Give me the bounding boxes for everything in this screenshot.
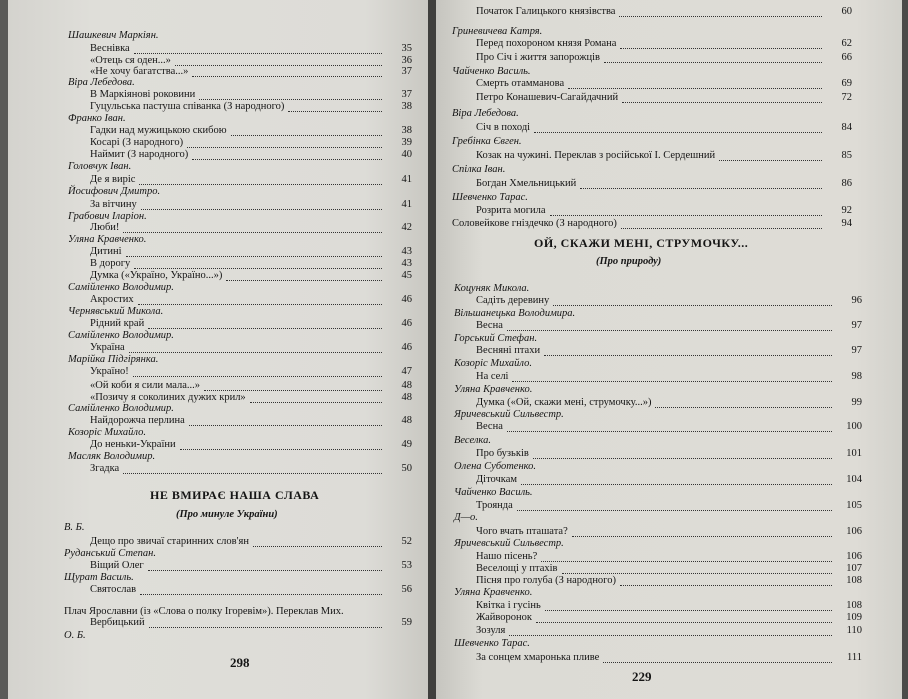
dot-leader — [189, 413, 382, 426]
contents-entry-title: Про бузьків — [476, 448, 529, 459]
right-contents-column — [436, 0, 902, 699]
page-reference-number: 46 — [401, 342, 412, 353]
author-name: Уляна Кравченко. — [454, 384, 533, 395]
contents-entry-title: Нашо пісень? — [476, 551, 538, 562]
contents-entry-title: Богдан Хмельницький — [476, 178, 577, 189]
page-reference-number: 106 — [846, 526, 862, 537]
page-reference-number: 66 — [841, 52, 852, 63]
contents-entry-title: Петро Конашевич-Сагайдачний — [476, 92, 619, 103]
contents-entry-title: Пісня про голуба (З народного) — [476, 575, 616, 586]
contents-entry-title: Віщий Олег — [90, 560, 144, 571]
page-reference-number: 110 — [846, 625, 862, 636]
author-name: Віра Лебедова. — [452, 108, 519, 119]
left-section-subheading: (Про минуле України) — [176, 509, 278, 520]
contents-entry-title: Веснівка — [90, 43, 130, 54]
dot-leader — [619, 4, 822, 17]
dot-leader — [512, 369, 832, 382]
author-name: Гриневичева Катря. — [452, 26, 543, 37]
page-reference-number: 46 — [401, 318, 412, 329]
page-reference-number: 39 — [401, 137, 412, 148]
contents-entry-title: Гадки над мужицькою скибою — [90, 125, 227, 136]
contents-entry-title: Де я виріс — [90, 174, 136, 185]
page-reference-number: 42 — [401, 222, 412, 233]
contents-entry-title: Веселощі у птахів — [476, 563, 558, 574]
dot-leader — [141, 197, 382, 210]
page-reference-number: 38 — [401, 101, 412, 112]
contents-entry-title: Смерть отамманова — [476, 78, 565, 89]
contents-entry-title: Гуцульська пастуша співанка (З народного) — [90, 101, 285, 112]
dot-leader — [509, 623, 832, 636]
dot-leader — [148, 316, 382, 329]
author-name: Шевченко Тарас. — [454, 638, 530, 649]
author-name: Йосифович Дмитро. — [68, 186, 161, 197]
contents-entry-title: Про Січ і життя запорожців — [476, 52, 600, 63]
author-name: Спілка Іван. — [452, 164, 506, 175]
contents-entry-title: Весна — [476, 421, 503, 432]
author-name: Самійленко Володимир. — [68, 403, 174, 414]
contents-entry-title: Україна — [90, 342, 125, 353]
page-reference-number: 85 — [841, 150, 852, 161]
author-name: Д—о. — [454, 512, 478, 523]
page-reference-number: 60 — [841, 6, 852, 17]
dot-leader — [140, 582, 382, 595]
contents-entry-title: Згадка — [90, 463, 120, 474]
dot-leader — [719, 148, 822, 161]
contents-entry-title: Думка («Ой, скажи мені, струмочку...») — [476, 397, 652, 408]
author-name: Марійка Підгірянка. — [68, 354, 159, 365]
dot-leader — [148, 558, 382, 571]
contents-entry-title: Дещо про звичаї старинних слов'ян — [90, 536, 249, 547]
author-name: Горський Стефан. — [454, 333, 538, 344]
page-reference-number: 41 — [401, 199, 412, 210]
contents-entry-title: За вітчину — [90, 199, 137, 210]
left-page-number: 298 — [230, 655, 250, 670]
dot-leader — [192, 64, 382, 77]
dot-leader — [580, 176, 822, 189]
page-reference-number: 62 — [841, 38, 852, 49]
dot-leader — [507, 318, 832, 331]
dot-leader — [550, 203, 822, 216]
dot-leader — [226, 268, 382, 281]
contents-entry-title: «Отець ся оден...» — [90, 55, 171, 66]
page-reference-number: 46 — [401, 294, 412, 305]
left-page — [8, 0, 428, 699]
dot-leader — [133, 364, 382, 377]
page-reference-number: 41 — [401, 174, 412, 185]
dot-leader — [250, 390, 382, 403]
contents-entry-title: «Ой коби я сили мала...» — [90, 380, 201, 391]
page-reference-number: 37 — [401, 89, 412, 100]
contents-entry-title: Зозуля — [476, 625, 506, 636]
author-name: Яричевський Сильвестр. — [454, 538, 564, 549]
contents-entry-title: До неньки-України — [90, 439, 176, 450]
contents-entry-title: Рідний край — [90, 318, 145, 329]
author-name: Руданський Степан. — [64, 548, 157, 559]
page-reference-number: 84 — [841, 122, 852, 133]
page-reference-number: 40 — [401, 149, 412, 160]
dot-leader — [517, 498, 832, 511]
page-reference-number: 38 — [401, 125, 412, 136]
dot-leader — [149, 615, 382, 628]
dot-leader — [138, 292, 382, 305]
contents-entry-title: Весна — [476, 320, 503, 331]
author-name: Грабович Іларіон. — [68, 211, 147, 222]
contents-entry-title: Троянда — [476, 500, 513, 511]
contents-entry-title: «Не хочу багатства...» — [90, 66, 189, 77]
contents-entry-title: Січ в поході — [476, 122, 531, 133]
author-name: В. Б. — [64, 522, 85, 533]
contents-entry-title: Перед похороном князя Романа — [476, 38, 617, 49]
dot-leader — [253, 534, 382, 547]
contents-entry-title: Дитині — [90, 246, 122, 257]
contents-entry-title: Козак на чужині. Переклав з російської І. Сердешний — [476, 150, 716, 161]
page-reference-number: 45 — [401, 270, 412, 281]
page-reference-number: 37 — [401, 66, 412, 77]
author-name: Чайченко Василь. — [454, 487, 533, 498]
page-reference-number: 109 — [846, 612, 862, 623]
author-name: Франко Іван. — [68, 113, 126, 124]
dot-leader — [123, 220, 382, 233]
author-name: Віра Лебедова. — [68, 77, 135, 88]
dot-leader — [507, 419, 832, 432]
page-reference-number: 96 — [851, 295, 862, 306]
dot-leader — [192, 147, 382, 160]
page-reference-number: 48 — [401, 392, 412, 403]
page-reference-number: 107 — [846, 563, 862, 574]
page-reference-number: 97 — [851, 345, 862, 356]
dot-leader — [621, 216, 822, 229]
dot-leader — [521, 472, 832, 485]
page-reference-number: 36 — [401, 55, 412, 66]
page-reference-number: 50 — [401, 463, 412, 474]
dot-leader — [180, 437, 382, 450]
contents-entry-title: Думка («Україно, Україно...») — [90, 270, 223, 281]
contents-entry-title: Косарі (З народного) — [90, 137, 184, 148]
page-reference-number: 108 — [846, 575, 862, 586]
page-reference-number: 86 — [841, 178, 852, 189]
page-reference-number: 106 — [846, 551, 862, 562]
author-name: Щурат Василь. — [64, 572, 134, 583]
dot-leader — [572, 524, 832, 537]
dot-leader — [553, 293, 832, 306]
author-name: Гребінка Євген. — [452, 136, 522, 147]
contents-entry-title: Соловейкове гніздечко (З народного) — [452, 218, 617, 229]
page-reference-number: 35 — [401, 43, 412, 54]
page-reference-number: 99 — [851, 397, 862, 408]
dot-leader — [534, 120, 822, 133]
contents-entry-title: Жайворонок — [476, 612, 533, 623]
dot-leader — [622, 90, 822, 103]
author-name: Яричевський Сильвестр. — [454, 409, 564, 420]
dot-leader — [533, 446, 832, 459]
page-reference-number: 92 — [841, 205, 852, 216]
dot-leader — [603, 650, 832, 663]
page-reference-number: 48 — [401, 380, 412, 391]
page-reference-number: 72 — [841, 92, 852, 103]
page-reference-number: 69 — [841, 78, 852, 89]
page-reference-number: 97 — [851, 320, 862, 331]
contents-entry-title: Весняні птахи — [476, 345, 541, 356]
contents-entry-title: Садіть деревину — [476, 295, 550, 306]
page-reference-number: 94 — [841, 218, 852, 229]
contents-entry-title: Акростих — [90, 294, 134, 305]
author-name: Уляна Кравченко. — [454, 587, 533, 598]
author-name: Коцуняк Микола. — [454, 283, 530, 294]
author-name: Самійленко Володимир. — [68, 330, 174, 341]
contents-entry-title: В Маркіяновi роковини — [90, 89, 196, 100]
author-name: Олена Суботенко. — [454, 461, 537, 472]
contents-entry-title: Початок Галицького князівства — [476, 6, 616, 17]
author-name: Вільшанецька Володимира. — [454, 308, 576, 319]
dot-leader — [544, 343, 832, 356]
page-reference-number: 108 — [846, 600, 862, 611]
contents-entry-title: Святослав — [90, 584, 137, 595]
dot-leader — [620, 573, 832, 586]
contents-entry-title: Найдорожча перлина — [90, 415, 185, 426]
contents-entry-title: За сонцем хмаронька пливе — [476, 652, 600, 663]
page-reference-number: 47 — [401, 366, 412, 377]
author-name: О. Б. — [64, 630, 86, 641]
page-reference-number: 59 — [401, 617, 412, 628]
page-reference-number: 48 — [401, 415, 412, 426]
contents-entry-title: Наймит (З народного) — [90, 149, 189, 160]
dot-leader — [123, 461, 382, 474]
author-name: Самійленко Володимир. — [68, 282, 174, 293]
left-contents-column — [8, 0, 428, 699]
page-reference-number: 98 — [851, 371, 862, 382]
right-page — [436, 0, 902, 699]
author-name: Шашкевич Маркіян. — [68, 30, 159, 41]
author-name: Козоріс Михайло. — [454, 358, 532, 369]
page-reference-number: 43 — [401, 258, 412, 269]
right-section-heading: ОЙ, СКАЖИ МЕНІ, СТРУМОЧКУ... — [534, 236, 749, 250]
page-reference-number: 111 — [847, 652, 862, 663]
page-reference-number: 52 — [401, 536, 412, 547]
author-name: Чайченко Василь. — [452, 66, 531, 77]
left-section-heading: НЕ ВМИРАЄ НАША СЛАВА — [150, 488, 320, 502]
dot-leader — [568, 76, 822, 89]
page-reference-number: 56 — [401, 584, 412, 595]
contents-entry-title: В дорогу — [90, 258, 131, 269]
contents-entry-title: Україно! — [90, 366, 129, 377]
right-page-number: 229 — [632, 669, 652, 684]
page-reference-number: 105 — [846, 500, 862, 511]
contents-entry-title: Діточкам — [476, 474, 518, 485]
author-name: Козоріс Михайло. — [68, 427, 146, 438]
contents-entry-title: Квітка і гусінь — [476, 600, 541, 611]
contents-entry-title: «Позичу я соколиних дужих крил» — [90, 392, 246, 403]
page-reference-number: 100 — [846, 421, 862, 432]
contents-entry-title: На селі — [476, 371, 509, 382]
dot-leader — [288, 99, 382, 112]
dot-leader — [620, 36, 822, 49]
page-reference-number: 104 — [846, 474, 862, 485]
dot-leader — [536, 610, 832, 623]
author-name: Веселка. — [454, 435, 491, 446]
right-section-subheading: (Про природу) — [596, 256, 662, 267]
page-reference-number: 43 — [401, 246, 412, 257]
book-edge — [902, 0, 908, 699]
author-name: Шевченко Тарас. — [452, 192, 528, 203]
contents-entry-title: Люби! — [90, 222, 120, 233]
contents-entry-title: Вербицький — [90, 617, 145, 628]
contents-entry-title: Розрита могила — [476, 205, 546, 216]
author-name: Головчук Іван. — [68, 161, 132, 172]
page-reference-number: 53 — [401, 560, 412, 571]
author-name: Чернявський Микола. — [68, 306, 164, 317]
contents-entry-title: Плач Ярославни (із «Слова о полку Ігоревім»). Переклав Мих. — [64, 606, 344, 617]
dot-leader — [139, 172, 382, 185]
author-name: Уляна Кравченко. — [68, 234, 147, 245]
book-gutter — [428, 0, 436, 699]
author-name: Масляк Володимир. — [68, 451, 156, 462]
dot-leader — [129, 340, 382, 353]
dot-leader — [655, 395, 832, 408]
page-reference-number: 49 — [401, 439, 412, 450]
contents-entry-title: Чого вчать пташата? — [476, 526, 568, 537]
dot-leader — [604, 50, 822, 63]
page-reference-number: 101 — [846, 448, 862, 459]
